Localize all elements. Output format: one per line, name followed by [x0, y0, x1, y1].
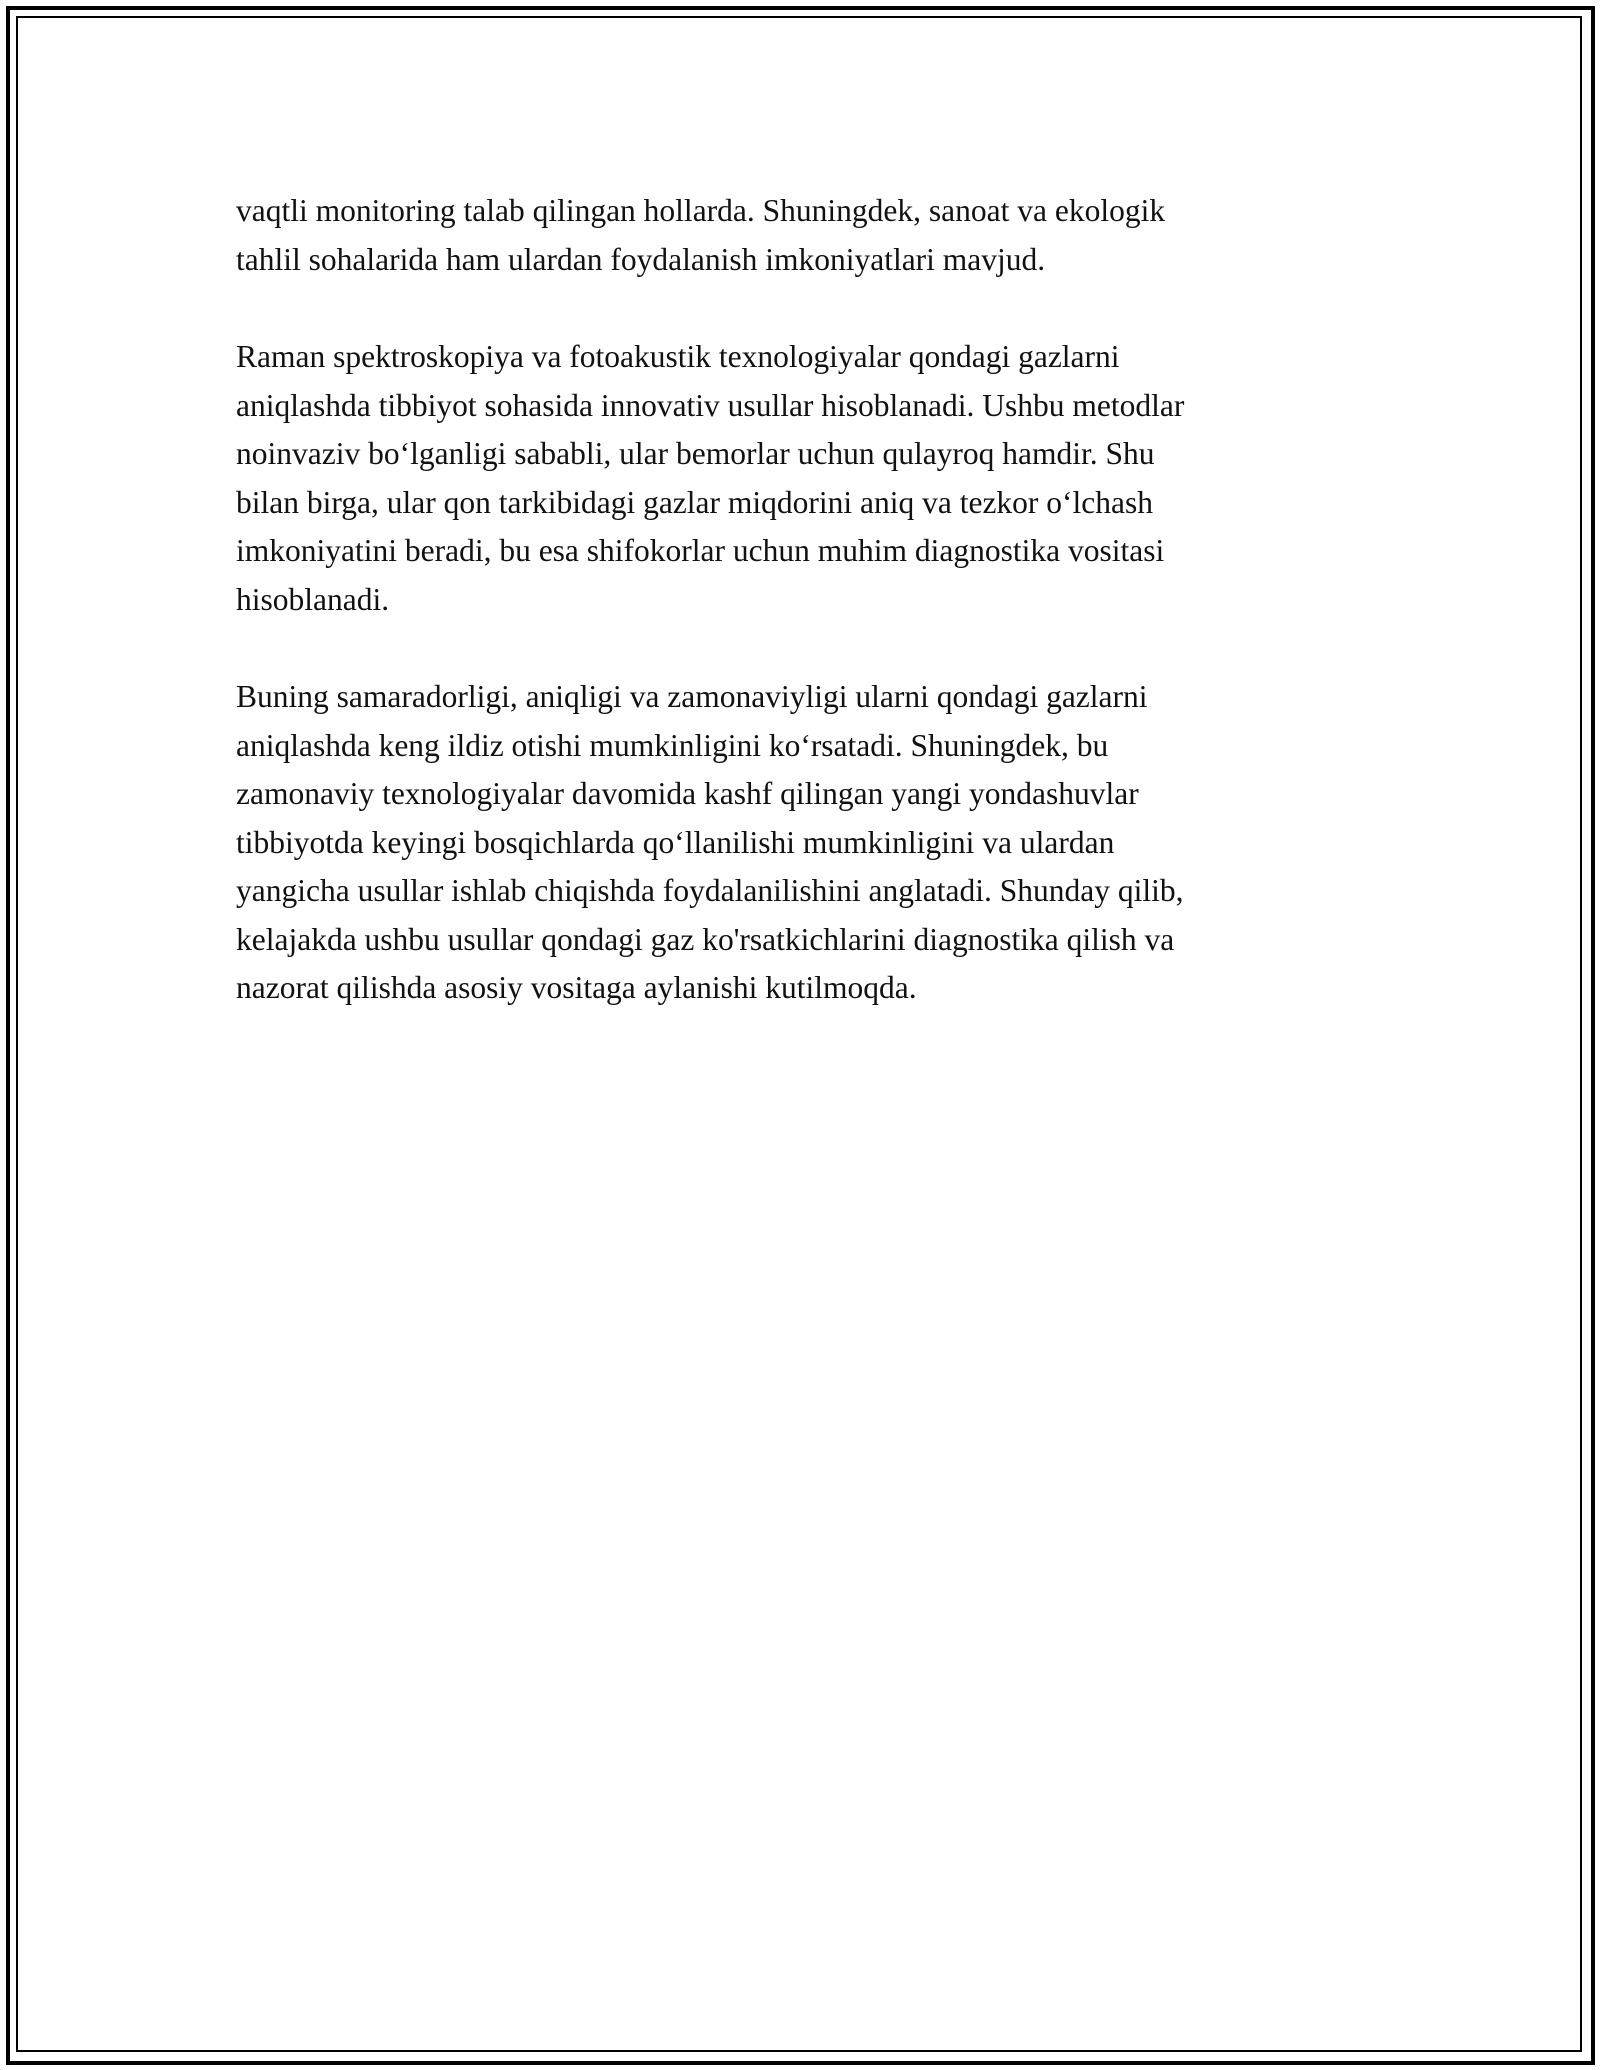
- paragraph-2: Raman spektroskopiya va fotoakustik texnologiyalar qondagi gazlarni aniqlashda tibbiyot sohasida innovativ usullar hisoblanadi. Ushbu metodlar noinvaziv boʻlganligi sababli, ular bemorlar uchun qulayroq hamdir. Shu bilan birga, ular qon tarkibidagi gazlar miqdorini aniq va tezkor oʻlchash imkoniyatini beradi, bu esa shifokorlar uchun muhim diagnostika vositasi hisoblanadi.: [236, 339, 1185, 617]
- paragraph-3: Buning samaradorligi, aniqligi va zamonaviyligi ularni qondagi gazlarni aniqlashda keng ildiz otishi mumkinligini koʻrsatadi. Shuningdek, bu zamonaviy texnologiyalar davomida kashf qilingan yangi yondashuvlar tibbiyotda keyingi bosqichlarda qoʻllanilishi mumkinligini va ulardan yangicha usullar ishlab chiqishda foydalanilishini anglatadi. Shunday qilib, kelajakda ushbu usullar qondagi gaz ko'rsatkichlarini diagnostika qilish va nazorat qilishda asosiy vositaga aylanishi kutilmoqda.: [236, 679, 1184, 1005]
- paragraph-1: vaqtli monitoring talab qilingan hollarda. Shuningdek, sanoat va ekologik tahlil sohalarida ham ulardan foydalanish imkoniyatlari mavjud.: [236, 193, 1166, 277]
- document-body: [236, 187, 1356, 1062]
